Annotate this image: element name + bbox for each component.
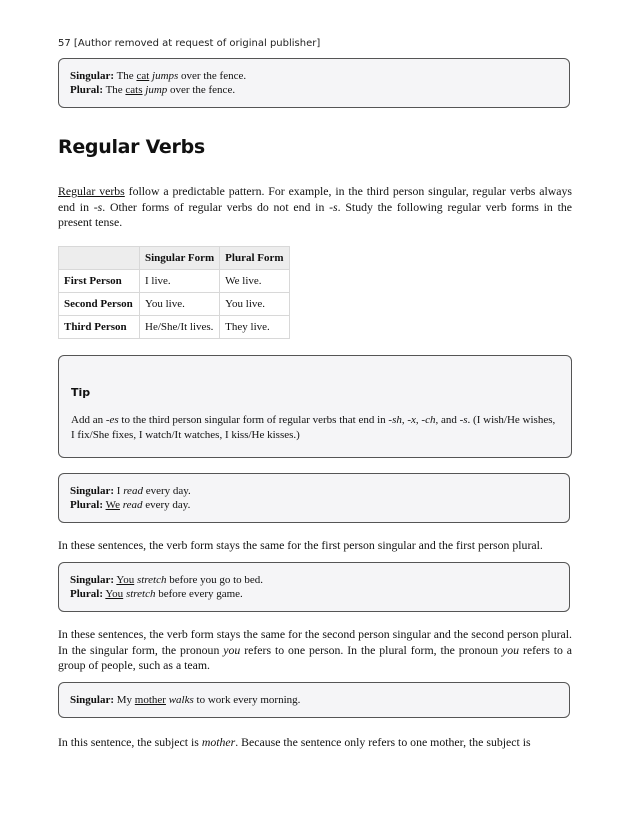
plural-label: Plural: xyxy=(70,84,103,96)
tip-title: Tip xyxy=(71,386,91,399)
section-heading: Regular Verbs xyxy=(58,136,205,158)
pronoun-you: you xyxy=(502,642,520,657)
row-header: Second Person xyxy=(59,293,140,316)
table-row xyxy=(59,293,290,316)
row-header: First Person xyxy=(59,270,140,293)
singular-example xyxy=(70,573,558,587)
table-header-row xyxy=(59,247,290,270)
plural-example xyxy=(70,587,558,601)
singular-example xyxy=(70,484,558,498)
intro-paragraph xyxy=(58,184,572,231)
paragraph-text: . Because the sentence only refers to one mother, the subject is xyxy=(235,735,531,749)
page-header xyxy=(58,38,320,49)
ending-sh: -sh xyxy=(388,414,402,426)
tip-segment: . (I wish/He wishes, I fix/She fixes, I watch/It watches, I kiss/He kisses.) xyxy=(71,414,556,441)
example-subject: mother xyxy=(134,694,166,706)
tip-segment: , xyxy=(415,414,419,426)
singular-label: Singular: xyxy=(70,694,115,706)
plural-label: Plural: xyxy=(70,588,103,600)
pronoun-you: you xyxy=(223,642,241,657)
paragraph-text: In this sentence, the subject is xyxy=(58,735,199,749)
tip-text xyxy=(71,413,561,443)
example-text: over the fence. xyxy=(170,84,236,96)
example-verb: stretch xyxy=(125,588,156,600)
paragraph-text: follow a predictable pattern. For example, in the third person singular, regular verbs always end in xyxy=(58,184,572,214)
tip-segment: , xyxy=(401,414,405,426)
example-subject: We xyxy=(105,499,120,511)
example-verb: stretch xyxy=(136,574,167,586)
table-cell: I live. xyxy=(140,270,220,293)
example-verb: read xyxy=(123,485,143,497)
example-text: every day. xyxy=(145,485,191,497)
paragraph-text: . Study the following regular verb forms in the present tense. xyxy=(58,199,572,229)
table-row xyxy=(59,270,290,293)
tip-box xyxy=(58,355,572,458)
ending-ch: -ch xyxy=(421,414,436,426)
regular-verbs-term: Regular verbs xyxy=(58,184,125,198)
example-subject: cats xyxy=(125,84,143,96)
ending-s: -s xyxy=(459,414,468,426)
example-text: every day. xyxy=(145,499,191,511)
tip-segment: , and xyxy=(435,414,457,426)
table-cell: We live. xyxy=(220,270,289,293)
example-box-walks xyxy=(58,682,570,718)
paragraph-text: refers to one person. In the plural form, the pronoun xyxy=(244,642,499,657)
example-box-read xyxy=(58,473,570,523)
paragraph-subject-mother xyxy=(58,735,572,751)
ending-s: -s xyxy=(329,199,338,214)
example-text: My xyxy=(116,694,133,706)
example-text: to work every morning. xyxy=(196,694,301,706)
example-subject: cat xyxy=(136,70,150,82)
singular-label: Singular: xyxy=(70,70,115,82)
table-header-cell: Singular Form xyxy=(140,247,220,270)
page-number: 57 xyxy=(58,38,71,49)
example-text: over the fence. xyxy=(181,70,247,82)
example-subject: I xyxy=(116,485,121,497)
ending-es: -es xyxy=(105,414,119,426)
example-text: before every game. xyxy=(158,588,243,600)
table-row xyxy=(59,316,290,339)
paragraph-text: refers to a group of people, such as a team. xyxy=(58,642,573,672)
example-verb: read xyxy=(122,499,143,511)
example-box-stretch xyxy=(58,562,570,612)
example-verb: walks xyxy=(168,694,194,706)
singular-example xyxy=(70,69,558,83)
ending-x: -x xyxy=(407,414,416,426)
paragraph-text: . Other forms of regular verbs do not end in xyxy=(102,199,325,214)
table-cell: You live. xyxy=(220,293,289,316)
ending-s: -s xyxy=(93,199,103,214)
plural-example xyxy=(70,498,558,512)
paragraph-second-person xyxy=(58,627,572,674)
example-verb: jump xyxy=(145,84,168,96)
singular-label: Singular: xyxy=(70,574,115,586)
table-header-cell: Plural Form xyxy=(220,247,289,270)
example-text: before you go to bed. xyxy=(169,574,264,586)
table-cell: You live. xyxy=(140,293,220,316)
row-header: Third Person xyxy=(59,316,140,339)
verb-forms-table xyxy=(58,246,290,339)
plural-label: Plural: xyxy=(70,499,103,511)
paragraph-text: In these sentences, the verb form stays the same for the second person singular and the second person plural. In the singular form, the pronoun xyxy=(58,627,572,657)
example-text: The xyxy=(105,84,123,96)
table-cell: He/She/It lives. xyxy=(140,316,220,339)
example-subject: You xyxy=(105,588,124,600)
example-verb: jumps xyxy=(152,70,179,82)
example-subject: You xyxy=(116,574,135,586)
example-box-cat xyxy=(58,58,570,108)
example-text: The xyxy=(116,70,134,82)
table-cell: They live. xyxy=(220,316,289,339)
singular-example xyxy=(70,693,558,707)
table-header-cell xyxy=(59,247,140,270)
running-title: [Author removed at request of original publisher] xyxy=(73,38,321,49)
plural-example xyxy=(70,83,558,97)
subject-mother: mother xyxy=(201,735,236,749)
paragraph-first-person: In these sentences, the verb form stays the same for the first person singular and the first person plural. xyxy=(58,538,543,552)
tip-segment: to the third person singular form of regular verbs that end in xyxy=(121,414,386,426)
tip-segment: Add an xyxy=(71,414,104,426)
singular-label: Singular: xyxy=(70,485,115,497)
